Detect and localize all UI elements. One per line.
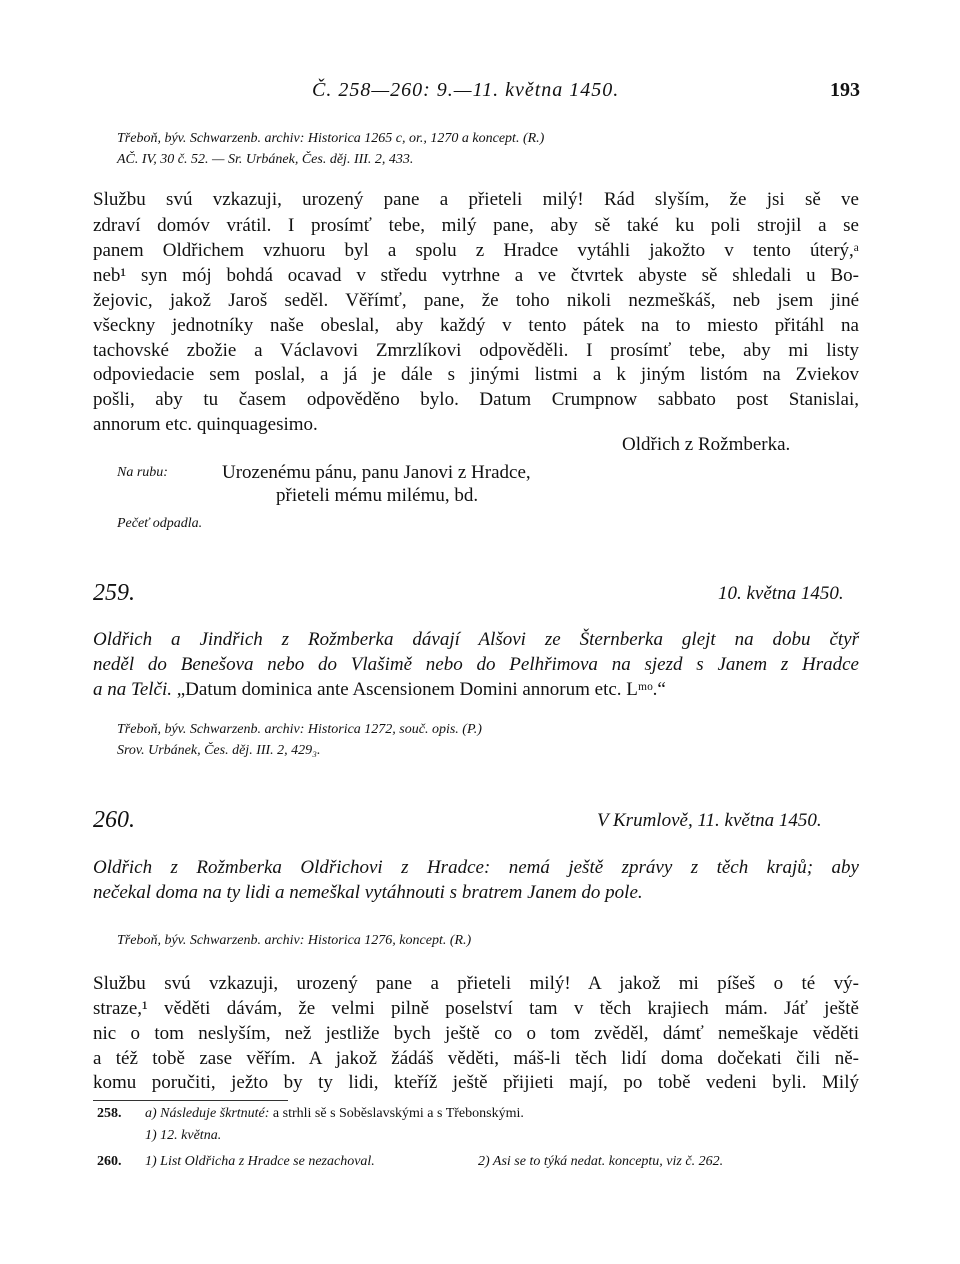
doc259-summary-last	[93, 679, 666, 701]
doc258-body-line: tachovské zbožie a Václavovi Zmrzlíkovi odpověděli. I prosímť tebe, aby mi listy	[93, 340, 859, 361]
doc258-verso-line: přieteli mému milému, bd.	[276, 485, 479, 506]
doc259-summary-line: neděl do Benešova nebo do Vlašimě nebo do Pelhřimova na sjezd s Janem z Hradce	[93, 654, 859, 675]
doc259-date: 10. května 1450.	[718, 583, 844, 604]
doc258-body-line: odpoviedacie sem poslal, a já je dále s jinými listmi a k jiným listóm na Zviekov	[93, 364, 859, 385]
doc260-body-line: nic o tom neslyším, než jestliže bych ještě co o tom zvěděl, dámť nemeškaje věděti	[93, 1023, 859, 1044]
page-number: 193	[830, 79, 860, 101]
doc258-source-line-2: AČ. IV, 30 č. 52. — Sr. Urbánek, Čes. děj. III. 2, 433.	[117, 152, 414, 167]
doc259-summary-quote: „Datum dominica ante Ascensionem Domini annorum etc. Lᵐᵒ.“	[176, 679, 666, 700]
doc259-number: 259.	[93, 580, 135, 606]
doc258-body-line: zdraví domóv vrátil. I prosímť tebe, milý pane, aby sě také ku poli strojil a se	[93, 215, 859, 236]
doc260-summary-line: Oldřich z Rožmberka Oldřichovi z Hradce: nemá ještě zprávy z těch krajů; aby	[93, 857, 859, 878]
footnote-258-label: 258.	[97, 1106, 122, 1121]
footnote-258-a	[145, 1106, 524, 1122]
doc259-summary-line: Oldřich a Jindřich z Rožmberka dávají Alšovi ze Šternberka glejt na dobu čtyř	[93, 629, 859, 650]
running-title: Č. 258—260: 9.—11. května 1450.	[312, 79, 620, 101]
doc258-source-line-1: Třeboň, býv. Schwarzenb. archiv: Historica 1265 c, or., 1270 a koncept. (R.)	[117, 131, 545, 146]
footnote-258-a-text: a strhli sě s Soběslavskými a s Třebonskými.	[272, 1106, 524, 1121]
doc258-body-line: neb¹ syn mój bohdá ocavad v středu vytrhne a ve čtvrtek abyste sě shledali u Bo-	[93, 265, 859, 286]
doc260-body-line: komu poručiti, ježto by ty lidi, kteříž ještě přijieti mají, po tobě vedeni byli. Milý	[93, 1072, 859, 1093]
doc259-source-line-2: Srov. Urbánek, Čes. děj. III. 2, 429₃.	[117, 743, 321, 758]
footnote-260-2: 2) Asi se to týká nedat. konceptu, viz č. 262.	[478, 1154, 724, 1169]
doc258-signature: Oldřich z Rožmberka.	[622, 434, 791, 455]
doc258-body-line: annorum etc. quinquagesimo.	[93, 414, 318, 435]
doc258-body-line: žejovic, jakož Jaroš seděl. Věřímť, pane, že toho nikoli nezmeškáš, neb jsem jiné	[93, 290, 859, 311]
doc260-source-line: Třeboň, býv. Schwarzenb. archiv: Historica 1276, koncept. (R.)	[117, 933, 472, 948]
doc258-body-line: Službu svú vzkazuji, urozený pane a přieteli milý! Rád slyším, že jsi sě ve	[93, 189, 859, 210]
footnote-258-a-label: a) Následuje škrtnuté:	[145, 1106, 270, 1121]
footnote-260-1: 1) List Oldřicha z Hradce se nezachoval.	[145, 1154, 375, 1169]
doc260-body-line: straze,¹ věděti dávám, že velmi pilně poselství tam v těch krajiech mám. Jáť ještě	[93, 998, 859, 1019]
doc260-summary-line: nečekal doma na ty lidi a nemeškal vytáhnouti s bratrem Janem do pole.	[93, 882, 643, 903]
doc258-body-line: všeckny jednotníky naše obeslal, aby každý v tento pátek na to miesto přitáhl na	[93, 315, 859, 336]
doc258-verso-label: Na rubu:	[117, 465, 168, 480]
footnote-258-1: 1) 12. května.	[145, 1128, 222, 1143]
doc259-summary-line: a na Telči.	[93, 679, 172, 700]
doc259-source-line-1: Třeboň, býv. Schwarzenb. archiv: Historica 1272, souč. opis. (P.)	[117, 722, 482, 737]
doc258-body-line: pošli, aby tu časem odpověděno bylo. Datum Crumpnow sabbato post Stanislai,	[93, 389, 859, 410]
footnote-260-label: 260.	[97, 1154, 122, 1169]
doc260-date: V Krumlově, 11. května 1450.	[597, 810, 822, 831]
doc260-body-line: Službu svú vzkazuji, urozený pane a přieteli milý! A jakož mi píšeš o té vý-	[93, 973, 859, 994]
doc260-number: 260.	[93, 807, 135, 833]
doc260-body-line: a též tobě zase věřím. A jakož žádáš věděti, máš-li těch lidí doma dočekati čili ně-	[93, 1048, 859, 1069]
doc258-body-line: panem Oldřichem vzhuoru byl a spolu z Hradce vytáhli jakožto v tento úterý,ᵃ	[93, 240, 859, 261]
doc258-verso-line: Urozenému pánu, panu Janovi z Hradce,	[222, 462, 531, 483]
footnote-divider	[93, 1100, 288, 1101]
doc258-seal-note: Pečeť odpadla.	[117, 516, 203, 531]
